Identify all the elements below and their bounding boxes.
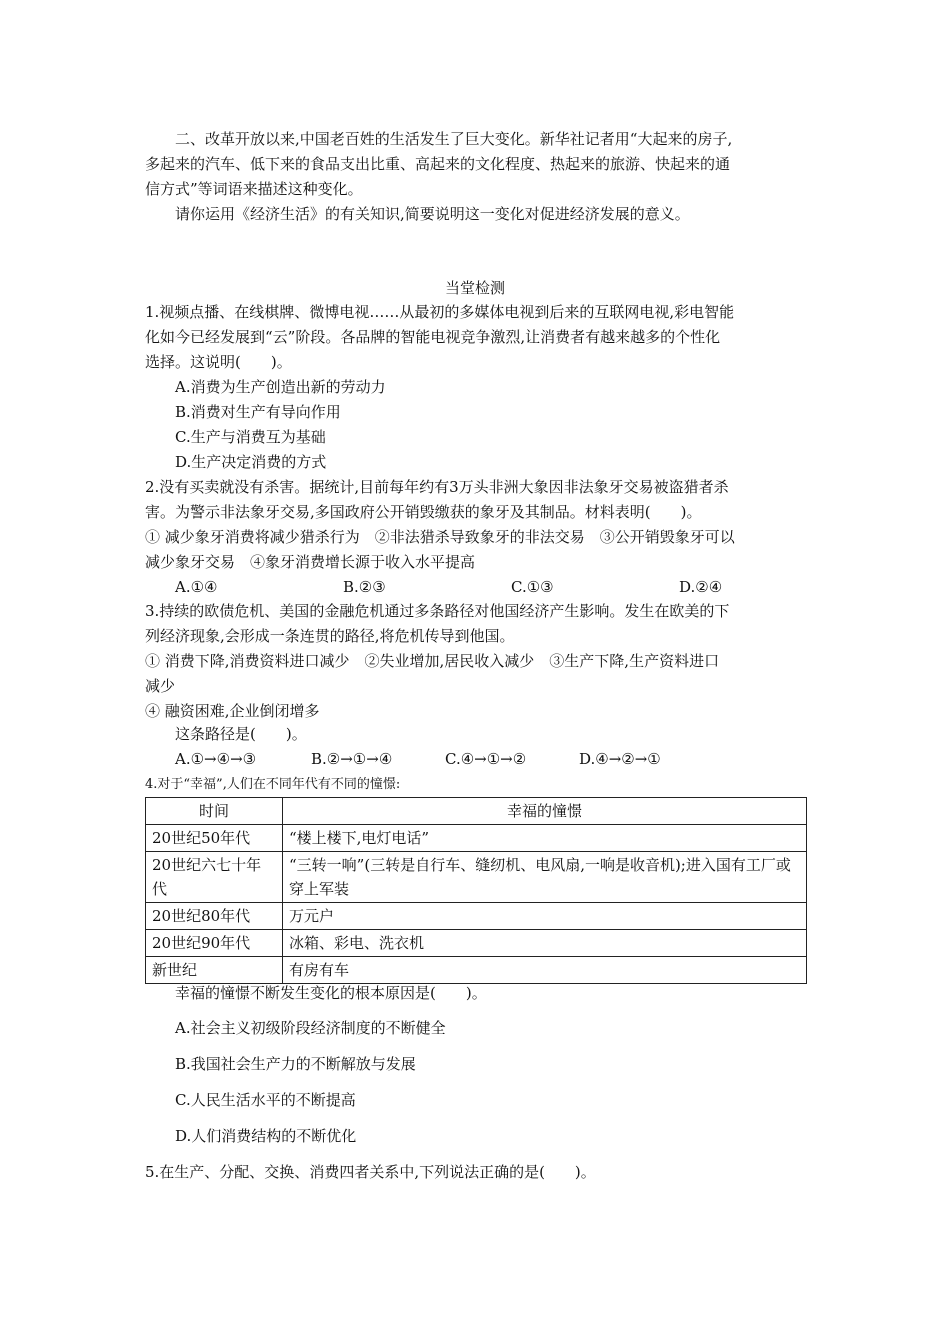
q5-line1: 5.在生产、分配、交换、消费四者关系中,下列说法正确的是( )。 [145,1163,596,1181]
q3-line3: ① 消费下降,消费资料进口减少 ②失业增加,居民收入减少 ③生产下降,生产资料进口 [145,652,720,670]
q3-option-d: D.④→②→① [579,750,661,768]
table-header-time: 时间 [146,798,283,825]
q3-line4: 减少 [145,677,176,695]
q4-option-d: D.人们消费结构的不断优化 [175,1127,357,1145]
q2-option-a: A.①④ [175,578,218,596]
q1-option-a: A.消费为生产创造出新的劳动力 [175,378,386,396]
q2-option-d: D.②④ [679,578,723,596]
q4-option-b: B.我国社会生产力的不断解放与发展 [175,1055,416,1073]
table-cell-wish: “楼上楼下,电灯电话” [283,825,807,852]
q1-line2: 化如今已经发展到“云”阶段。各品牌的智能电视竞争激烈,让消费者有越来越多的个性化 [145,328,721,346]
q3-option-b: B.②→①→④ [311,750,393,768]
table-header-row [146,798,807,825]
q1-line1: 1.视频点播、在线棋牌、微博电视……从最初的多媒体电视到后来的互联网电视,彩电智能 [145,303,735,321]
table-cell-time: 新世纪 [146,957,283,984]
section2-line2: 多起来的汽车、低下来的食品支出比重、高起来的文化程度、热起来的旅游、快起来的通 [145,155,731,173]
q3-option-c: C.④→①→② [445,750,527,768]
section2-line1: 二、改革开放以来,中国老百姓的生活发生了巨大变化。新华社记者用“大起来的房子, [175,130,733,148]
q1-option-c: C.生产与消费互为基础 [175,428,326,446]
test-title: 当堂检测 [444,279,505,297]
table-row [146,825,807,852]
table-cell-time: 20世纪六七十年代 [146,852,283,903]
q2-option-b: B.②③ [343,578,386,596]
happiness-table [145,797,807,984]
table-cell-time: 20世纪50年代 [146,825,283,852]
q3-line1: 3.持续的欧债危机、美国的金融危机通过多条路径对他国经济产生影响。发生在欧美的下 [145,602,730,620]
q3-line5: ④ 融资困难,企业倒闭增多 [145,702,320,720]
q2-option-c: C.①③ [511,578,554,596]
section2-line4: 请你运用《经济生活》的有关知识,简要说明这一变化对促进经济发展的意义。 [175,205,690,223]
q4-option-a: A.社会主义初级阶段经济制度的不断健全 [175,1019,446,1037]
table-row [146,852,807,903]
q3-line6: 这条路径是( )。 [175,725,307,743]
table-cell-wish: 有房有车 [283,957,807,984]
q4-option-c: C.人民生活水平的不断提高 [175,1091,356,1109]
q3-option-a: A.①→④→③ [175,750,257,768]
section2-line3: 信方式”等词语来描述这种变化。 [145,180,363,198]
table-cell-wish: “三转一响”(三转是自行车、缝纫机、电风扇,一响是收音机);进入国有工厂或穿上军装 [283,852,807,903]
q2-line3: ① 减少象牙消费将减少猎杀行为 ②非法猎杀导致象牙的非法交易 ③公开销毁象牙可以 [145,528,735,546]
table-row [146,957,807,984]
table-cell-wish: 冰箱、彩电、洗衣机 [283,930,807,957]
q4-question: 幸福的憧憬不断发生变化的根本原因是( )。 [175,984,487,1002]
q1-line3: 选择。这说明( )。 [145,353,292,371]
q3-line2: 列经济现象,会形成一条连贯的路径,将危机传导到他国。 [145,627,515,645]
q4-head: 4.对于“幸福”,人们在不同年代有不同的憧憬: [145,777,401,792]
table-cell-time: 20世纪90年代 [146,930,283,957]
q2-line1: 2.没有买卖就没有杀害。据统计,目前每年约有3万头非洲大象因非法象牙交易被盗猎者杀 [145,478,729,496]
table-row [146,903,807,930]
table-header-wish: 幸福的憧憬 [283,798,807,825]
table-cell-wish: 万元户 [283,903,807,930]
q1-option-b: B.消费对生产有导向作用 [175,403,341,421]
q1-option-d: D.生产决定消费的方式 [175,453,327,471]
table-cell-time: 20世纪80年代 [146,903,283,930]
q2-line4: 减少象牙交易 ④象牙消费增长源于收入水平提高 [145,553,476,571]
q2-line2: 害。为警示非法象牙交易,多国政府公开销毁缴获的象牙及其制品。材料表明( )。 [145,503,702,521]
table-row [146,930,807,957]
